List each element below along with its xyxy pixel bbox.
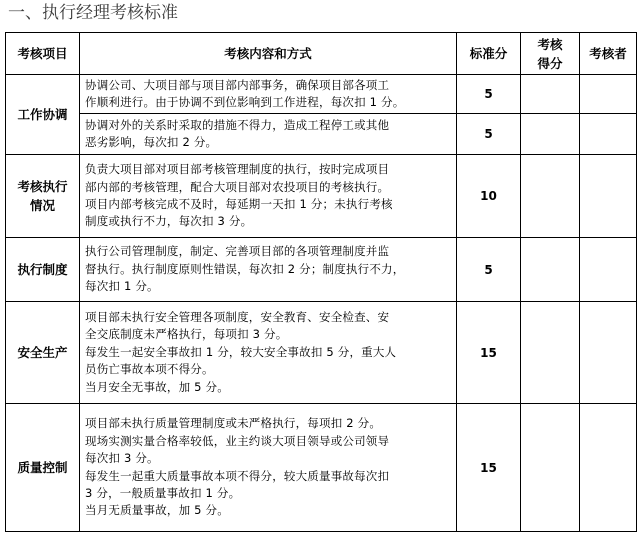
content-line: 每发生一起安全事故扣 1 分，较大安全事故扣 5 分，重大人	[85, 344, 397, 359]
table-row	[6, 238, 637, 302]
content-line: 制度或执行不力，每次扣 3 分。	[85, 214, 253, 229]
content-line: 3 分，一般质量事故扣 1 分。	[85, 485, 241, 500]
content-cell	[80, 75, 457, 114]
content-line: 项目部未执行质量管理制度或未严格执行，每项扣 2 分。	[85, 416, 382, 431]
content-cell	[80, 404, 457, 532]
assessor-cell[interactable]	[580, 302, 637, 404]
assessor-cell[interactable]	[580, 238, 637, 302]
content-line: 每次扣 3 分。	[85, 451, 159, 466]
header-assessment-score-text: 考核得分	[537, 36, 563, 71]
category-cell	[6, 155, 80, 238]
table-row	[6, 114, 637, 155]
assessor-cell[interactable]	[580, 155, 637, 238]
category-cell: 工作协调	[6, 75, 80, 155]
content-line: 项目部未执行安全管理各项制度，安全教育、安全检查、安	[85, 309, 390, 324]
standard-score-cell: 5	[457, 75, 521, 114]
assessment-score-cell[interactable]	[521, 302, 580, 404]
assessor-cell[interactable]	[580, 404, 637, 532]
table-row	[6, 155, 637, 238]
header-assessment-score	[521, 33, 580, 75]
table-row	[6, 75, 637, 114]
assessor-cell[interactable]	[580, 114, 637, 155]
content-cell	[80, 114, 457, 155]
assessment-score-cell[interactable]	[521, 75, 580, 114]
content-line: 现场实测实量合格率较低，业主约谈大项目领导或公司领导	[85, 433, 390, 448]
table-row	[6, 302, 637, 404]
content-cell	[80, 155, 457, 238]
section-heading: 一、执行经理考核标准	[8, 3, 178, 23]
header-assessor: 考核者	[580, 33, 637, 75]
content-line: 部内部的考核管理，配合大项目部对农投项目的考核执行。	[85, 179, 390, 194]
content-line: 协调对外的关系时采取的措施不得力，造成工程停工或其他	[85, 117, 390, 132]
standard-score-cell: 5	[457, 114, 521, 155]
assessment-score-cell[interactable]	[521, 238, 580, 302]
content-line: 负责大项目部对项目部考核管理制度的执行，按时完成项目	[85, 162, 390, 177]
category-cell: 质量控制	[6, 404, 80, 532]
content-line: 全交底制度未严格执行，每项扣 3 分。	[85, 327, 288, 342]
content-line: 当月安全无事故，加 5 分。	[85, 379, 229, 394]
content-cell	[80, 302, 457, 404]
assessment-score-cell[interactable]	[521, 114, 580, 155]
content-line: 每发生一起重大质量事故本项不得分，较大质量事故每次扣	[85, 468, 390, 483]
content-line: 员伤亡事故本项不得分。	[85, 362, 214, 377]
standard-score-cell: 10	[457, 155, 521, 238]
content-line: 恶劣影响，每次扣 2 分。	[85, 135, 218, 149]
header-row	[6, 33, 637, 75]
assessment-table	[5, 32, 637, 532]
content-line: 执行公司管理制度，制定、完善项目部的各项管理制度并监	[85, 244, 390, 259]
header-item: 考核项目	[6, 33, 80, 75]
content-line: 每次扣 1 分。	[85, 279, 159, 294]
category-cell: 执行制度	[6, 238, 80, 302]
assessment-score-cell[interactable]	[521, 404, 580, 532]
content-line: 作顺利进行。由于协调不到位影响到工作进程，每次扣 1 分。	[85, 95, 405, 109]
table-row	[6, 404, 637, 532]
content-line: 项目内部考核完成不及时，每延期一天扣 1 分；未执行考核	[85, 197, 393, 211]
header-content: 考核内容和方式	[80, 33, 457, 75]
category-cell: 安全生产	[6, 302, 80, 404]
standard-score-cell: 5	[457, 238, 521, 302]
content-line: 督执行。执行制度原则性错误，每次扣 2 分；制度执行不力，	[85, 261, 405, 276]
content-line: 协调公司、大项目部与项目部内部事务，确保项目部各项工	[85, 77, 390, 92]
category-text: 考核执行情况	[17, 179, 68, 213]
content-cell	[80, 238, 457, 302]
header-standard-score: 标准分	[457, 33, 521, 75]
content-line: 当月无质量事故，加 5 分。	[85, 503, 229, 518]
standard-score-cell: 15	[457, 404, 521, 532]
standard-score-cell: 15	[457, 302, 521, 404]
assessor-cell[interactable]	[580, 75, 637, 114]
assessment-score-cell[interactable]	[521, 155, 580, 238]
